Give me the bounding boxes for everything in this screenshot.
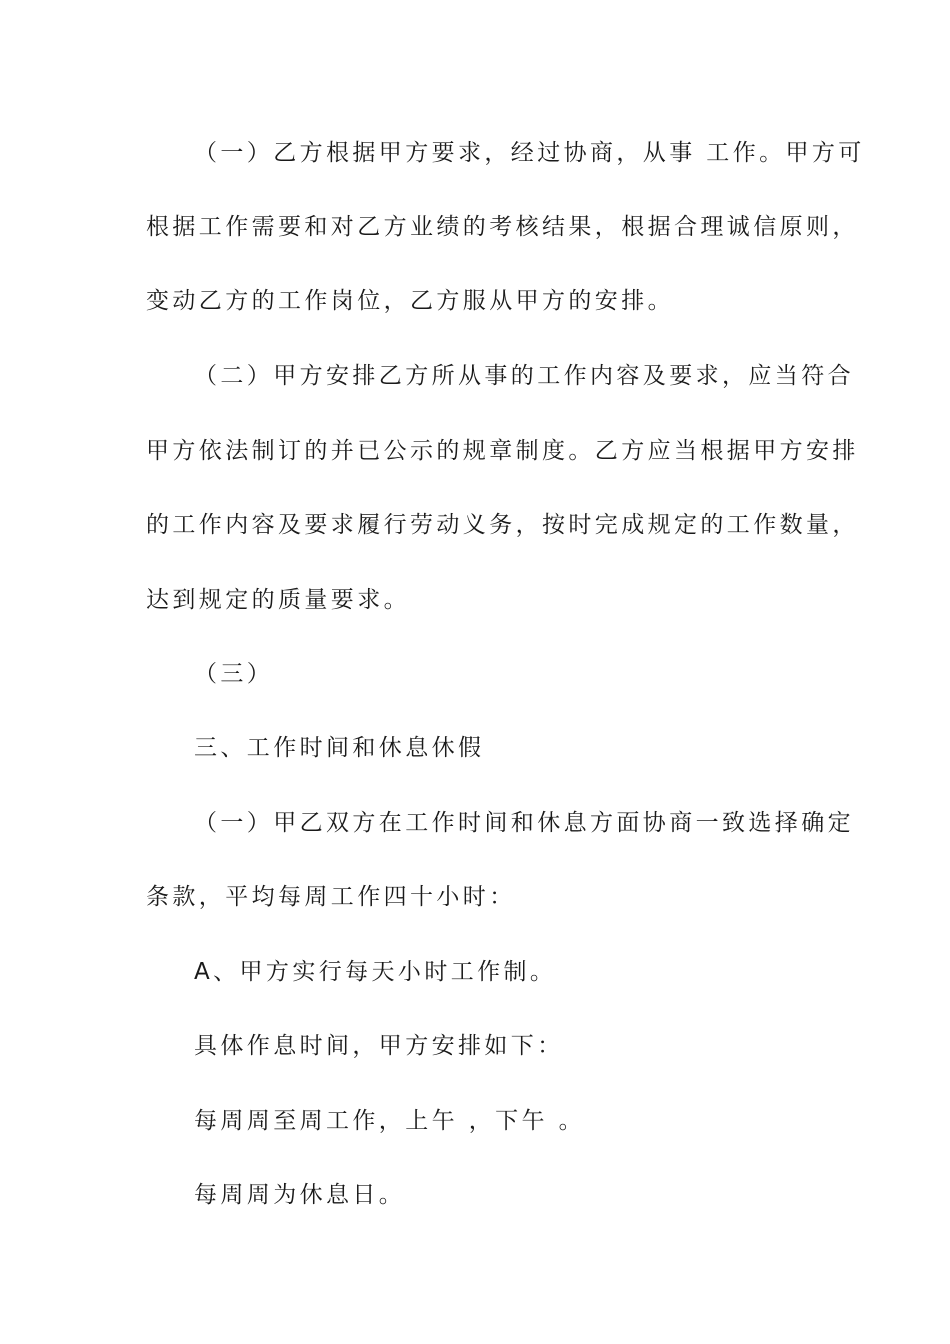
paragraph-line: （二）甲方安排乙方所从事的工作内容及要求，应当符合: [194, 363, 854, 389]
paragraph-line: 每周周为休息日。: [194, 1182, 406, 1208]
paragraph-line: 达到规定的质量要求。: [146, 587, 410, 613]
paragraph-line: （三）: [194, 661, 274, 687]
paragraph-line: 具体作息时间，甲方安排如下：: [194, 1033, 564, 1059]
paragraph-line: （一）乙方根据甲方要求，经过协商，从事 工作。甲方可: [194, 140, 865, 166]
paragraph-line: 的工作内容及要求履行劳动义务，按时完成规定的工作数量，: [146, 512, 859, 538]
paragraph-line: 每周周至周工作，上午 ，下午 。: [194, 1108, 586, 1134]
paragraph-line: 变动乙方的工作岗位，乙方服从甲方的安排。: [146, 288, 674, 314]
paragraph-line: 条款，平均每周工作四十小时：: [146, 884, 516, 910]
paragraph-line: A、甲方实行每天小时工作制。: [194, 959, 557, 985]
section-heading: 三、工作时间和休息休假: [194, 735, 485, 761]
paragraph-line: （一）甲乙双方在工作时间和休息方面协商一致选择确定: [194, 810, 854, 836]
paragraph-line: 甲方依法制订的并已公示的规章制度。乙方应当根据甲方安排: [146, 438, 859, 464]
paragraph-line: 根据工作需要和对乙方业绩的考核结果，根据合理诚信原则，: [146, 214, 859, 240]
